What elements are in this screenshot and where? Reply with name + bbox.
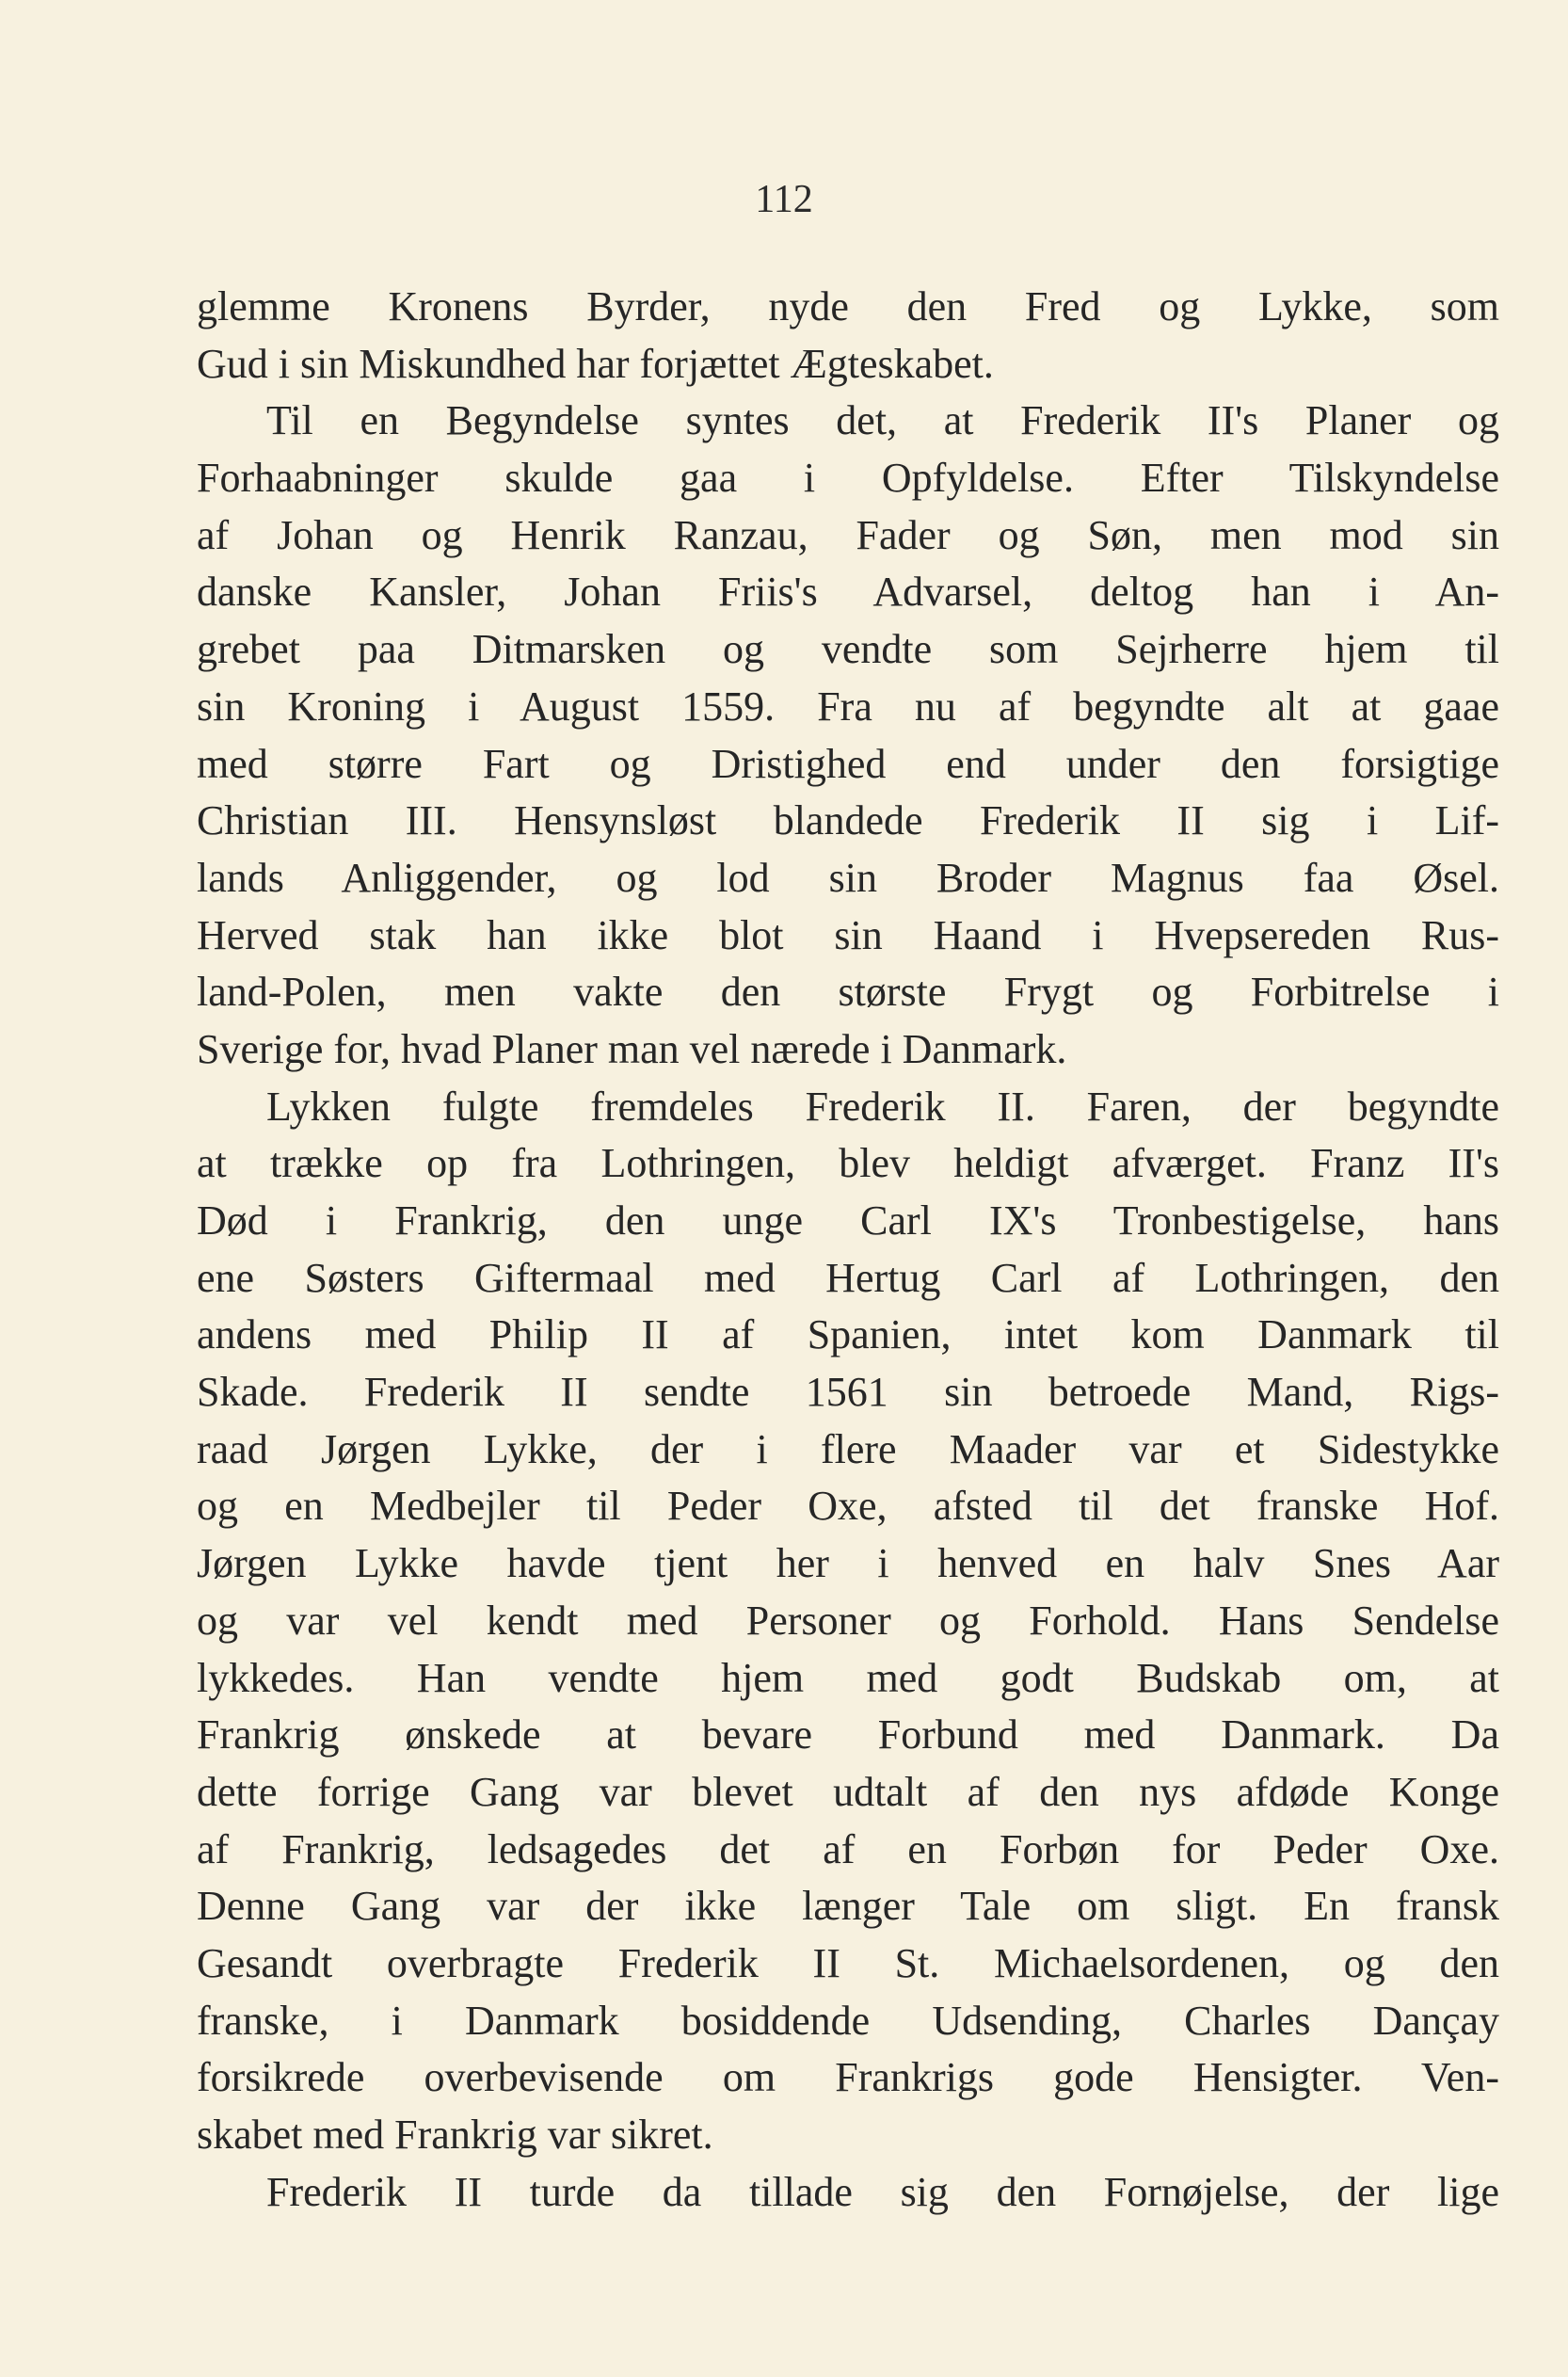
text-line: sin Kroning i August 1559. Fra nu af begyndte alt at gaae <box>197 683 1499 730</box>
text-line: Christian III. Hensynsløst blandede Frederik II sig i Lif- <box>197 797 1499 844</box>
text-line: Frederik II turde da tillade sig den Fornøjelse, der lige <box>266 2168 1499 2215</box>
text-line: land-Polen, men vakte den største Frygt og Forbitrelse i <box>197 969 1499 1016</box>
text-line: af Johan og Henrik Ranzau, Fader og Søn, men mod sin <box>197 511 1499 558</box>
text-line: Denne Gang var der ikke længer Tale om sligt. En fransk <box>197 1883 1499 1930</box>
text-line: Gesandt overbragte Frederik II St. Michaelsordenen, og den <box>197 1939 1499 1986</box>
text-line: og en Medbejler til Peder Oxe, afsted til det franske Hof. <box>197 1483 1499 1530</box>
text-line: Gud i sin Miskundhed har forjættet Ægteskabet. <box>197 340 994 387</box>
text-line: grebet paa Ditmarsken og vendte som Sejrherre hjem til <box>197 626 1499 673</box>
text-line: med større Fart og Dristighed end under den forsigtige <box>197 740 1499 787</box>
text-line: Jørgen Lykke havde tjent her i henved en halv Snes Aar <box>197 1540 1499 1587</box>
text-line: og var vel kendt med Personer og Forhold. Hans Sendelse <box>197 1597 1499 1644</box>
text-line: Skade. Frederik II sendte 1561 sin betroede Mand, Rigs- <box>197 1369 1499 1416</box>
text-line: andens med Philip II af Spanien, intet kom Danmark til <box>197 1311 1499 1358</box>
text-line: dette forrige Gang var blevet udtalt af den nys afdøde Konge <box>197 1768 1499 1815</box>
text-line: lykkedes. Han vendte hjem med godt Budskab om, at <box>197 1654 1499 1701</box>
text-line: Sverige for, hvad Planer man vel nærede i Danmark. <box>197 1025 1067 1072</box>
text-line: glemme Kronens Byrder, nyde den Fred og Lykke, som <box>197 283 1499 329</box>
body-text <box>197 279 1499 2221</box>
page-number: 112 <box>755 178 813 221</box>
text-line: Forhaabninger skulde gaa i Opfyldelse. Efter Tilskyndelse <box>197 455 1499 502</box>
text-line: af Frankrig, ledsagedes det af en Forbøn for Peder Oxe. <box>197 1825 1499 1872</box>
text-line: lands Anliggender, og lod sin Broder Magnus faa Øsel. <box>197 854 1499 901</box>
text-line: Frankrig ønskede at bevare Forbund med Danmark. Da <box>197 1711 1499 1759</box>
text-line: at trække op fra Lothringen, blev heldigt afværget. Franz II's <box>197 1140 1499 1187</box>
text-line: Lykken fulgte fremdeles Frederik II. Faren, der begyndte <box>266 1083 1499 1130</box>
text-line: forsikrede overbevisende om Frankrigs gode Hensigter. Ven- <box>197 2054 1499 2101</box>
text-line: skabet med Frankrig var sikret. <box>197 2112 713 2158</box>
text-line: raad Jørgen Lykke, der i flere Maader var et Sidestykke <box>197 1425 1499 1472</box>
text-line: Død i Frankrig, den unge Carl IX's Tronbestigelse, hans <box>197 1197 1499 1244</box>
text-line: franske, i Danmark bosiddende Udsending, Charles Dançay <box>197 1997 1499 2044</box>
text-line: Herved stak han ikke blot sin Haand i Hvepsereden Rus- <box>197 911 1499 958</box>
text-line: danske Kansler, Johan Friis's Advarsel, deltog han i An- <box>197 569 1499 616</box>
text-line: ene Søsters Giftermaal med Hertug Carl af Lothringen, den <box>197 1254 1499 1301</box>
text-line: Til en Begyndelse syntes det, at Frederik II's Planer og <box>266 397 1499 444</box>
